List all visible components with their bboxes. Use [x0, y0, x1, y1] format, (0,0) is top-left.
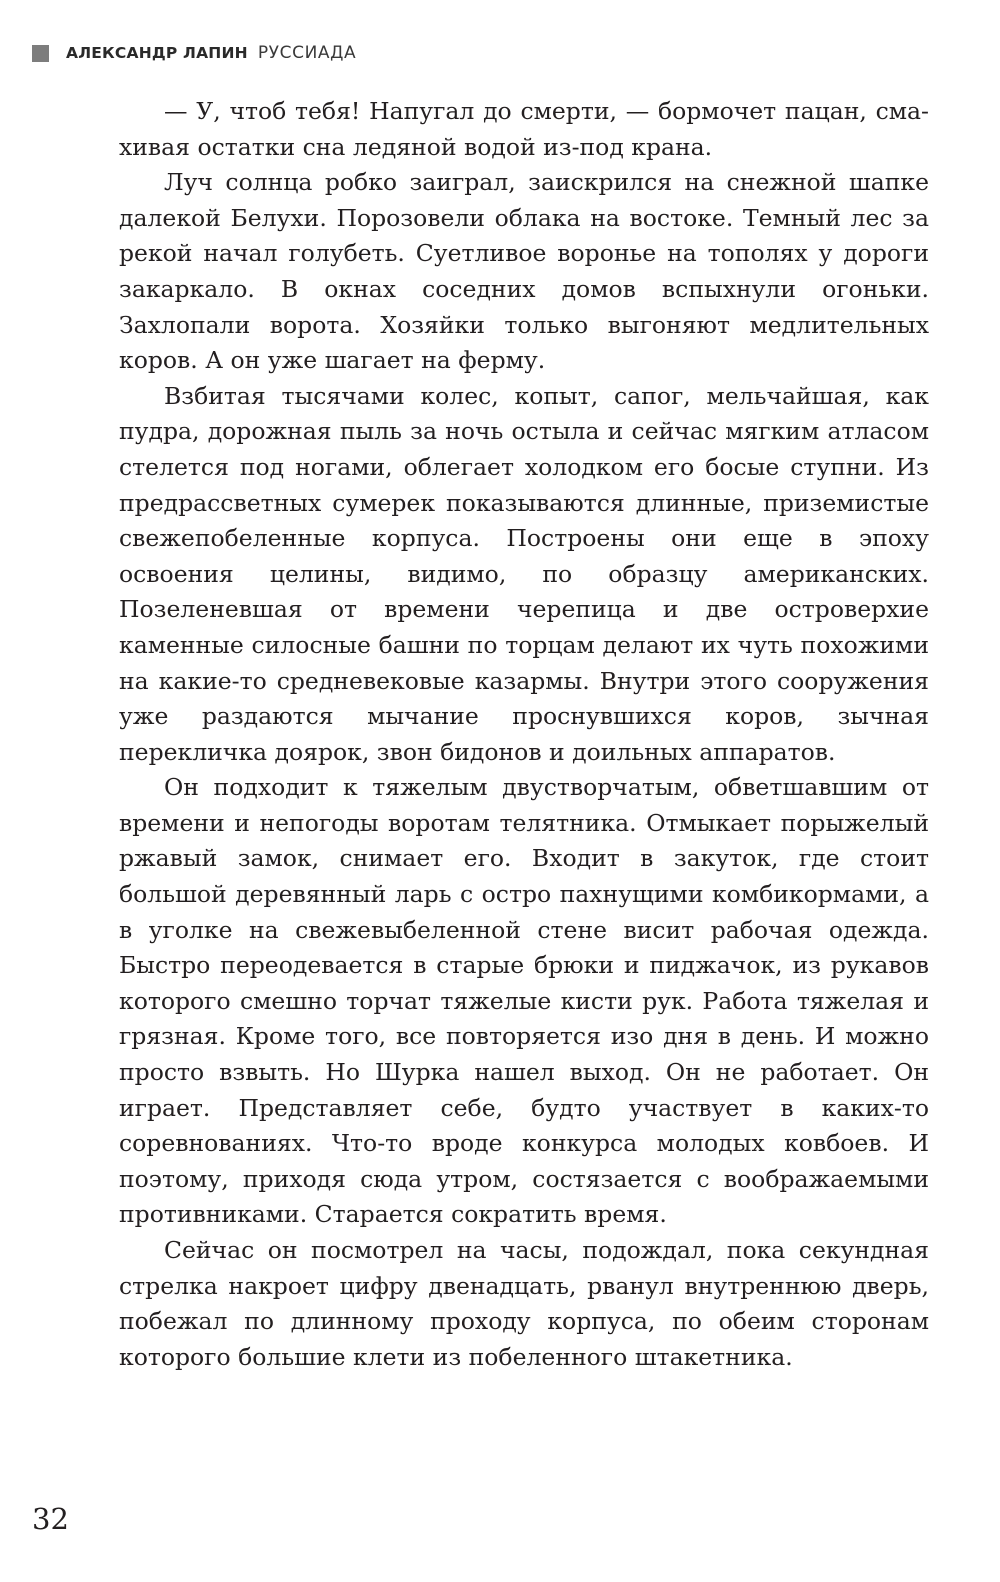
running-head [32, 38, 356, 68]
paragraph-3: Взбитая тысячами колес, копыт, сапог, мельчайшая, как пудра, дорожная пыль за ночь остыла и сейчас мягким атласом стелется под ногами, облегает холодком его босые ступни. Из предрассветных сумерек показываются длинные, приземистые свежепобеленные корпуса. Построены они еще в эпоху освоения целины, видимо, по образцу американских. Позеленевшая от времени черепица и две островерхие каменные силосные башни по торцам делают их чуть похожими на какие-то средневековые казармы. Внутри этого сооружения уже раздаются мычание проснувшихся коров, зычная перекличка доярок, звон бидонов и доильных аппаратов. [119, 381, 929, 766]
paragraph-5: Сейчас он посмотрел на часы, подождал, пока секундная стрелка накроет цифру двенадцать, рванул внутреннюю дверь, побежал по длинному проходу корпуса, по обеим сторонам которого большие клети из побеленного штакетника. [119, 1236, 929, 1371]
paragraph-4: Он подходит к тяжелым двустворчатым, обветшавшим от времени и непогоды воротам телятника. Отмыкает порыжелый ржавый замок, снимает его. Входит в закуток, где стоит большой деревянный ларь с остро пахнущими комбикормами, а в уголке на свежевыбеленной стене висит рабочая одежда. Быстро переодевается в старые брюки и пиджачок, из рукавов которого смешно торчат тяжелые кисти рук. Работа тяжелая и грязная. Кроме того, все повторяется изо дня в день. И можно просто взвыть. Но Шурка нашел выход. Он не работает. Он играет. Представляет себе, будто участвует в каких-то соревнованиях. Что-то вроде конкурса молодых ковбоев. И поэтому, приходя сюда утром, состязается с воображаемыми противниками. Старается сократить время. [119, 773, 929, 1229]
body-text [119, 94, 929, 1375]
paragraph-1: — У, чтоб тебя! Напугал до смерти, — бормочет пацан, смахивая остатки сна ледяной водой из-под крана. [119, 97, 929, 161]
header-square-mark [32, 45, 49, 62]
header-book-title: РУССИАДА [257, 43, 357, 63]
header-author: АЛЕКСАНДР ЛАПИН [66, 44, 248, 62]
page-number: 32 [32, 1502, 69, 1536]
paragraph-2: Луч солнца робко заиграл, заискрился на снежной шапке далекой Белухи. Порозовели облака на востоке. Темный лес за рекой начал голубеть. Суетливое воронье на тополях у дороги закаркало. В окнах соседних домов вспыхнули огоньки. Захлопали ворота. Хозяйки только выгоняют медлительных коров. А он уже шагает на ферму. [119, 168, 929, 375]
